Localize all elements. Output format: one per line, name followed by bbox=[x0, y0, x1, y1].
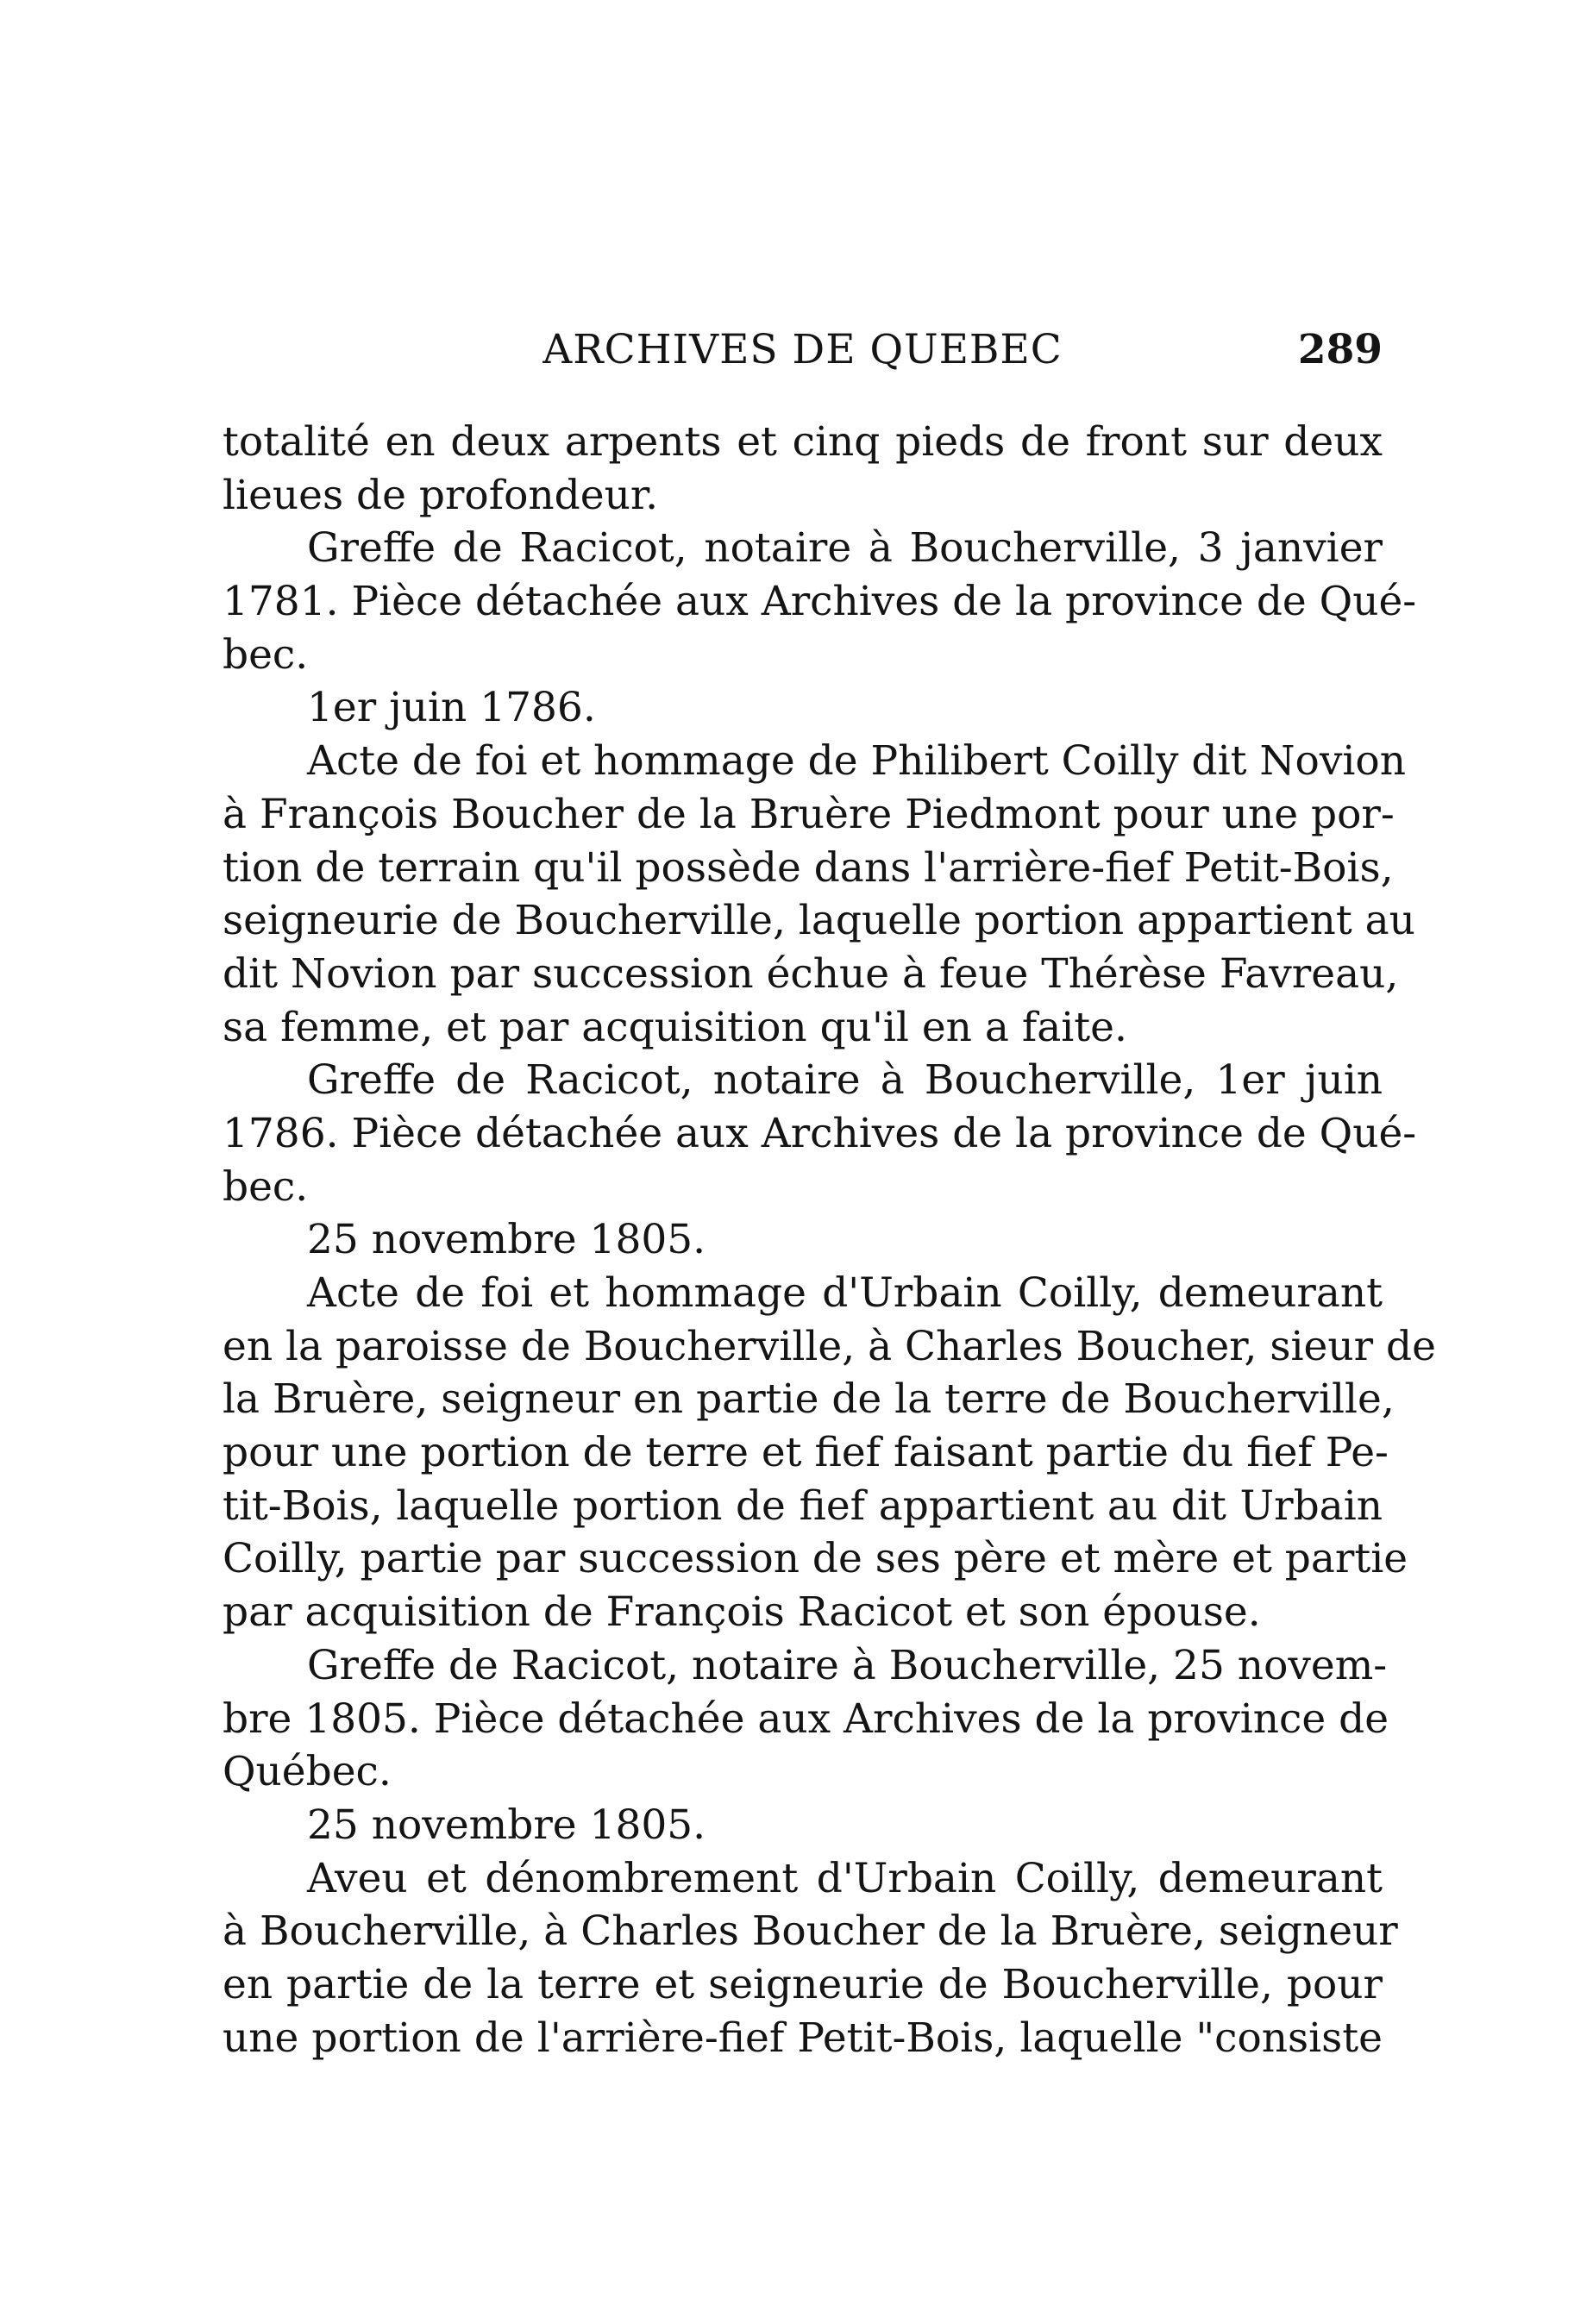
text-line: Greffe de Racicot, notaire à Boucherville, 25 novem- bbox=[307, 1641, 1388, 1689]
text-line: Acte de foi et hommage d'Urbain Coilly, demeurant bbox=[307, 1269, 1383, 1317]
text-line: à Boucherville, à Charles Boucher de la Bruère, seigneur bbox=[223, 1907, 1398, 1956]
text-line: 25 novembre 1805. bbox=[307, 1801, 706, 1849]
text-line: tion de terrain qu'il possède dans l'arrière-fief Petit-Bois, bbox=[223, 843, 1394, 892]
text-line: en la paroisse de Boucherville, à Charles Boucher, sieur de bbox=[223, 1322, 1436, 1370]
page-number: 289 bbox=[1297, 326, 1383, 373]
text-line: bre 1805. Pièce détachée aux Archives de la province de bbox=[223, 1694, 1389, 1743]
text-line: à François Boucher de la Bruère Piedmont pour une por- bbox=[223, 790, 1395, 838]
text-line: pour une portion de terre et fief faisant partie du fief Pe- bbox=[223, 1429, 1389, 1477]
text-line: la Bruère, seigneur en partie de la terre de Boucherville, bbox=[223, 1375, 1395, 1424]
text-line: une portion de l'arrière-fief Petit-Bois, laquelle "consiste bbox=[223, 2014, 1383, 2062]
text-line: Acte de foi et hommage de Philibert Coilly dit Novion bbox=[307, 737, 1407, 786]
text-line: en partie de la terre et seigneurie de Boucherville, pour bbox=[223, 1960, 1383, 2008]
text-line: dit Novion par succession échue à feue Thérèse Favreau, bbox=[223, 949, 1399, 998]
text-line: Aveu et dénombrement d'Urbain Coilly, demeurant bbox=[307, 1854, 1383, 1902]
text-line: seigneurie de Boucherville, laquelle portion appartient au bbox=[223, 897, 1415, 945]
running-header bbox=[223, 319, 1383, 397]
text-line: 25 novembre 1805. bbox=[307, 1216, 706, 1264]
body-text bbox=[223, 416, 1436, 2064]
text-line: 1781. Pièce détachée aux Archives de la province de Qué- bbox=[223, 578, 1417, 626]
text-line: Greffe de Racicot, notaire à Boucherville, 3 janvier bbox=[307, 524, 1383, 573]
running-title: ARCHIVES DE QUEBEC bbox=[542, 326, 1063, 373]
text-line: 1er juin 1786. bbox=[307, 684, 596, 732]
text-line: Greffe de Racicot, notaire à Boucherville, 1er juin bbox=[307, 1056, 1383, 1105]
text-line: lieues de profondeur. bbox=[223, 471, 659, 519]
text-line: 1786. Pièce détachée aux Archives de la province de Qué- bbox=[223, 1109, 1417, 1157]
text-line: bec. bbox=[223, 630, 309, 679]
text-line: sa femme, et par acquisition qu'il en a faite. bbox=[223, 1003, 1127, 1051]
text-line: Coilly, partie par succession de ses père et mère et partie bbox=[223, 1535, 1408, 1583]
text-line: Québec. bbox=[223, 1748, 392, 1796]
text-line: bec. bbox=[223, 1162, 309, 1211]
text-line: tit-Bois, laquelle portion de fief appartient au dit Urbain bbox=[223, 1481, 1383, 1530]
text-line: par acquisition de François Racicot et son épouse. bbox=[223, 1588, 1261, 1637]
text-line: totalité en deux arpents et cinq pieds de front sur deux bbox=[223, 418, 1383, 466]
